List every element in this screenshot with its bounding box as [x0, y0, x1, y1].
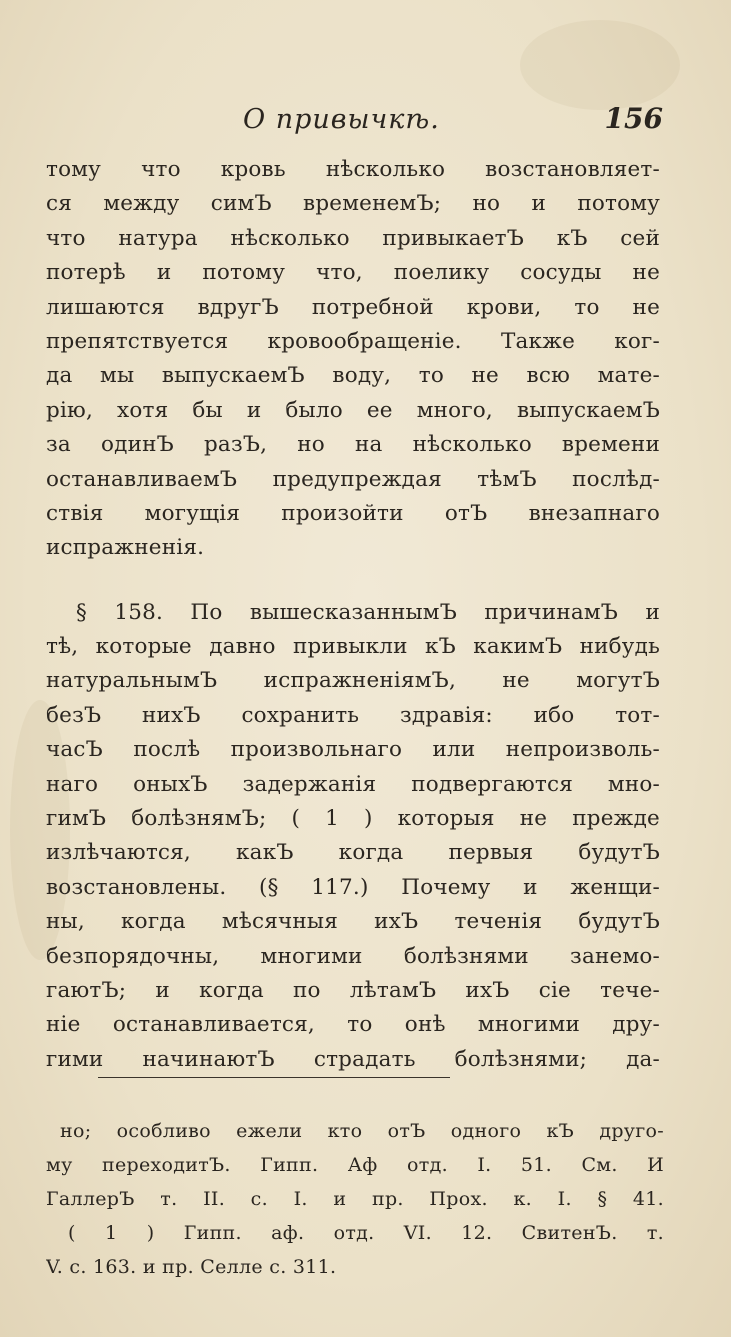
- footnote-line: V. с. 163. и пр. Селле с. 311.: [46, 1256, 337, 1278]
- section-heading-line: § 158. По вышесказаннымЪ причинамЪ и: [76, 599, 660, 625]
- text-line: часЪ послѣ произвольнаго или непроизволь-: [46, 737, 660, 763]
- text-line: рiю, хотя бы и было ее много, выпускаемЪ: [46, 397, 660, 423]
- text-line: безпорядочны, многими болѣзнями занемо-: [46, 943, 660, 969]
- paragraph-gap: [46, 566, 660, 596]
- text-line: ны, когда мѣсячныя ихЪ теченiя будутЪ: [46, 909, 660, 935]
- footnotes: [46, 1114, 664, 1284]
- text-line: ствiя могущiя произойти отЪ внезапнаго: [46, 500, 660, 526]
- footnote-line: но; особливо ежели кто отЪ одного кЪ друго-: [60, 1120, 664, 1142]
- text-line: останавливаемЪ предупреждая тѣмЪ послѣд-: [46, 466, 660, 492]
- text-line: гимЪ болѣзнямЪ; ( 1 ) которыя не прежде: [46, 806, 660, 832]
- text-line: ся между симЪ временемЪ; но и потому: [46, 191, 660, 217]
- footnote-line: ГаллерЪ т. II. с. I. и пр. Прох. к. I. § 41.: [46, 1188, 664, 1210]
- page-number: 156: [604, 102, 663, 135]
- text-line: за одинЪ разЪ, но на нѣсколько времени: [46, 432, 660, 458]
- text-line: тѣ, которые давно привыкли кЪ какимЪ нибудь: [46, 634, 660, 660]
- footnote-line: ( 1 ) Гипп. аф. отд. VI. 12. СвитенЪ. т.: [68, 1222, 664, 1244]
- footnote-line: му переходитЪ. Гипп. Аф отд. I. 51. См. И: [46, 1154, 664, 1176]
- text-line: что натура нѣсколько привыкаетЪ кЪ сей: [46, 225, 660, 251]
- text-line: гаютЪ; и когда по лѣтамЪ ихЪ сiе тече-: [46, 977, 660, 1003]
- page-header: [0, 100, 731, 150]
- text-line: гими начинаютЪ страдать болѣзнями; да-: [46, 1046, 660, 1072]
- text-line: потерѣ и потому что, поелику сосуды не: [46, 260, 660, 286]
- text-line: излѣчаются, какЪ когда первыя будутЪ: [46, 840, 660, 866]
- main-text: [46, 153, 660, 1077]
- text-line: препятствуется кровообращенiе. Также ког-: [46, 328, 660, 354]
- text-line: безЪ нихЪ сохранить здравiя: ибо тот-: [46, 702, 660, 728]
- text-line: нiе останавливается, то онѣ многими дру-: [46, 1012, 660, 1038]
- text-line: натуральнымЪ испражненiямЪ, не могутЪ: [46, 668, 660, 694]
- text-line: да мы выпускаемЪ воду, то не всю мате-: [46, 363, 660, 389]
- text-line: испражненiя.: [46, 535, 205, 561]
- text-line: наго оныхЪ задержанiя подвергаются мно-: [46, 771, 660, 797]
- text-line: тому что кровь нѣсколько возстановляет-: [46, 157, 660, 182]
- footnote-divider: [98, 1077, 450, 1078]
- running-title: О привычкѣ.: [243, 104, 440, 135]
- text-line: лишаются вдругЪ потребной крови, то не: [46, 294, 660, 320]
- text-line: возстановлены. (§ 117.) Почему и женщи-: [46, 874, 660, 900]
- paper-stain: [520, 20, 680, 110]
